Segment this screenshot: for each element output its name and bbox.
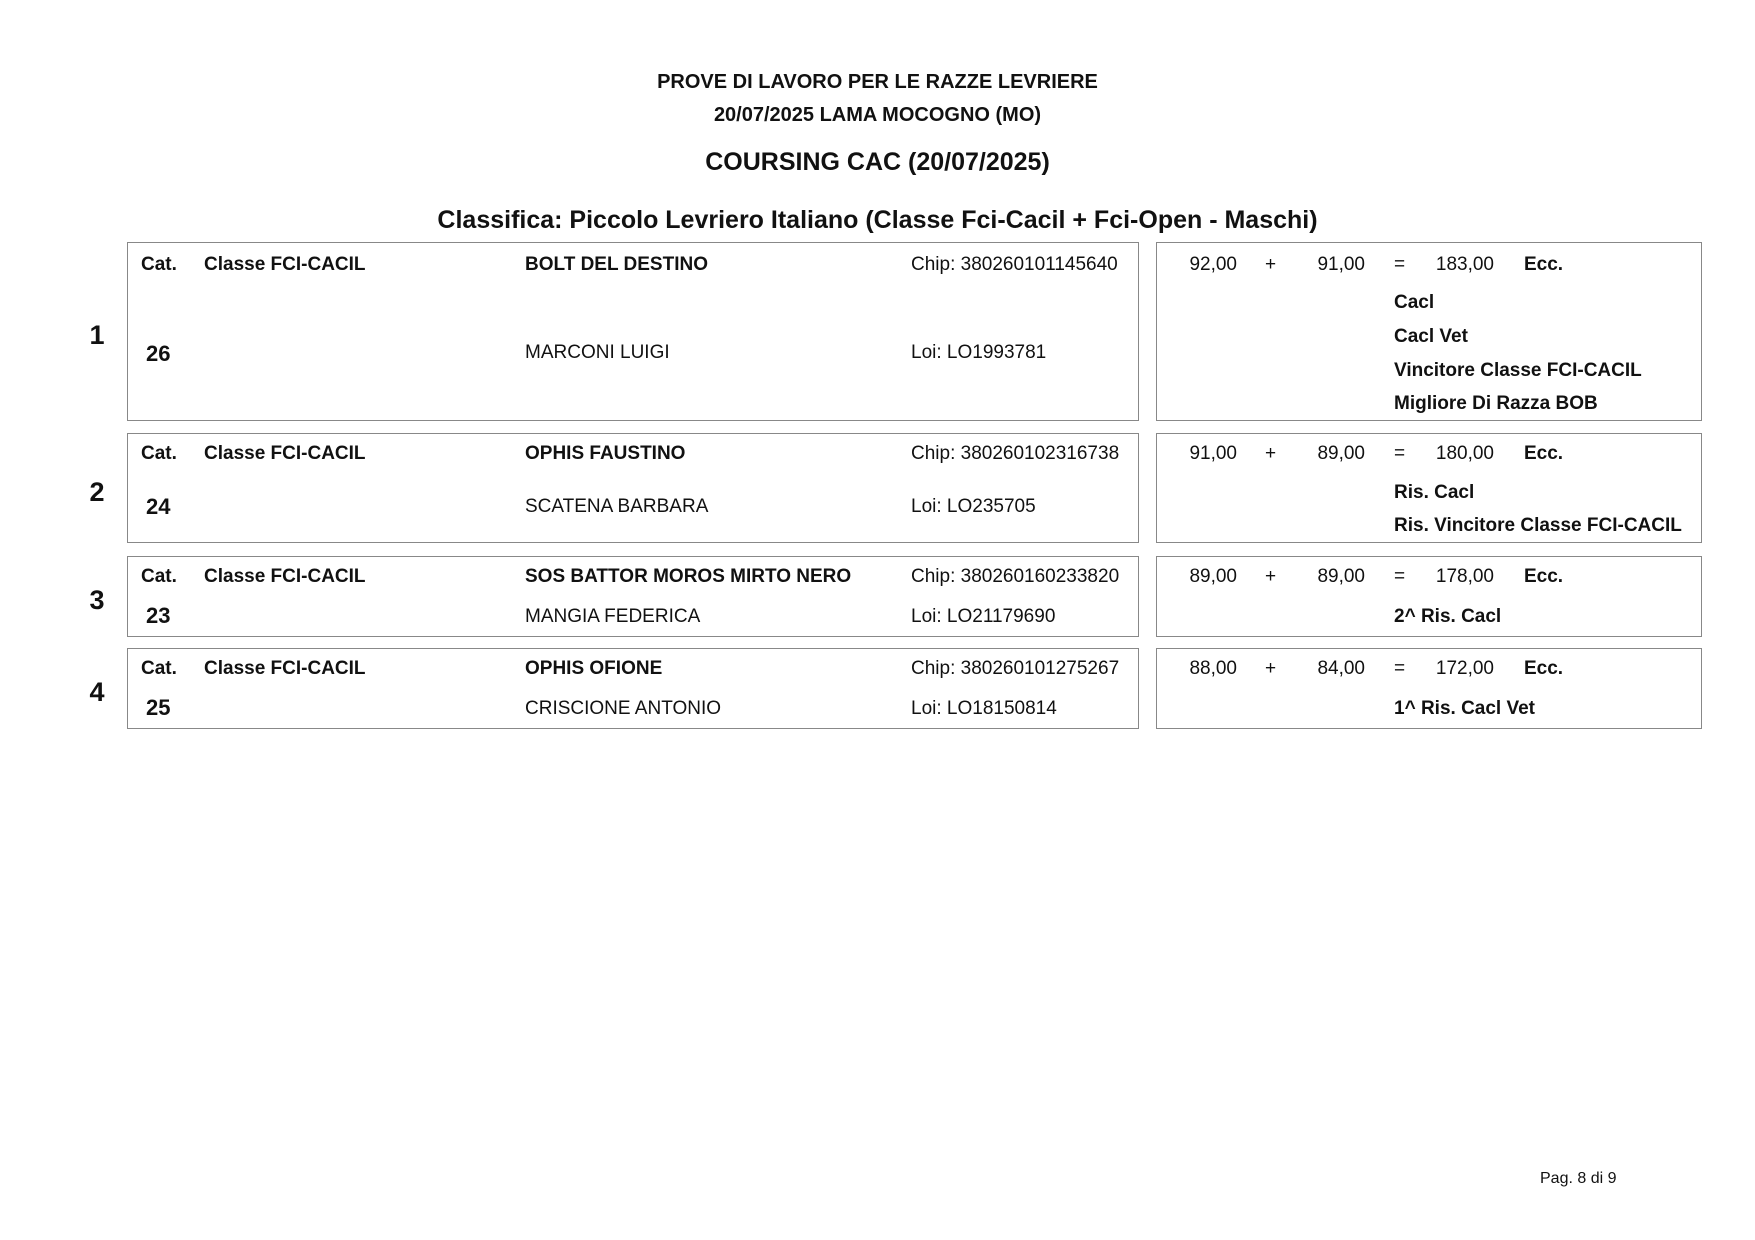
event-date-location: 20/07/2025 LAMA MOCOGNO (MO): [713, 104, 1042, 126]
catalog-number: 26: [146, 341, 171, 366]
owner-name: MARCONI LUIGI: [525, 342, 670, 363]
cat-label: Cat.: [141, 566, 177, 587]
award: 2^ Ris. Cacl: [1394, 606, 1502, 627]
owner-name: MANGIA FEDERICA: [525, 606, 701, 627]
chip-number: Chip: 380260101275267: [911, 658, 1120, 679]
award: 1^ Ris. Cacl Vet: [1394, 698, 1535, 719]
rank-number: 2: [89, 477, 105, 507]
rank-number: 1: [89, 320, 105, 350]
cat-label: Cat.: [141, 658, 177, 679]
loi-number: Loi: LO235705: [911, 496, 1036, 517]
grade: Ecc.: [1524, 254, 1564, 275]
grade: Ecc.: [1524, 658, 1564, 679]
loi-number: Loi: LO1993781: [911, 342, 1047, 363]
entry-score-box: [1156, 242, 1702, 421]
owner-name: SCATENA BARBARA: [525, 496, 709, 517]
catalog-number: 25: [146, 695, 171, 720]
entry-details-box: [127, 433, 1139, 543]
catalog-number: 23: [146, 603, 171, 628]
award: Vincitore Classe FCI-CACIL: [1394, 360, 1642, 381]
equals-sign: =: [1394, 443, 1406, 464]
total-score: 178,00: [1435, 566, 1494, 587]
cat-label: Cat.: [141, 443, 177, 464]
dog-name: OPHIS FAUSTINO: [525, 443, 686, 464]
plus-sign: +: [1265, 658, 1277, 679]
dog-name: OPHIS OFIONE: [525, 658, 663, 679]
score-1: 92,00: [1189, 254, 1237, 275]
entry-score-box: [1156, 556, 1702, 637]
classifica-heading: Classifica: Piccolo Levriero Italiano (Classe Fci-Cacil + Fci-Open - Maschi): [437, 206, 1318, 234]
grade: Ecc.: [1524, 443, 1564, 464]
chip-number: Chip: 380260101145640: [911, 254, 1118, 275]
score-2: 89,00: [1317, 443, 1365, 464]
class-label: Classe FCI-CACIL: [204, 566, 366, 587]
award: Migliore Di Razza BOB: [1394, 393, 1598, 414]
score-2: 84,00: [1317, 658, 1365, 679]
page-number: Pag. 8 di 9: [1540, 1170, 1617, 1187]
dog-name: BOLT DEL DESTINO: [525, 254, 708, 275]
catalog-number: 24: [146, 494, 171, 519]
equals-sign: =: [1394, 658, 1406, 679]
award: Cacl Vet: [1394, 326, 1468, 347]
entry-score-box: [1156, 648, 1702, 729]
class-label: Classe FCI-CACIL: [204, 658, 366, 679]
score-2: 89,00: [1317, 566, 1365, 587]
score-1: 88,00: [1189, 658, 1237, 679]
chip-number: Chip: 380260160233820: [911, 566, 1120, 587]
plus-sign: +: [1265, 254, 1277, 275]
equals-sign: =: [1394, 254, 1406, 275]
award: Ris. Vincitore Classe FCI-CACIL: [1394, 515, 1682, 536]
grade: Ecc.: [1524, 566, 1564, 587]
entry-score-box: [1156, 433, 1702, 543]
chip-number: Chip: 380260102316738: [911, 443, 1120, 464]
rank-number: 3: [89, 585, 105, 615]
entry-details-box: [127, 242, 1139, 421]
entry-details-box: [127, 556, 1139, 637]
award: Cacl: [1394, 292, 1435, 313]
score-1: 89,00: [1189, 566, 1237, 587]
score-1: 91,00: [1189, 443, 1237, 464]
entry-details-box: [127, 648, 1139, 729]
score-2: 91,00: [1317, 254, 1365, 275]
total-score: 183,00: [1435, 254, 1494, 275]
rank-number: 4: [89, 677, 105, 707]
total-score: 172,00: [1435, 658, 1494, 679]
award: Ris. Cacl: [1394, 482, 1475, 503]
plus-sign: +: [1265, 566, 1277, 587]
loi-number: Loi: LO21179690: [911, 606, 1056, 627]
event-name: COURSING CAC (20/07/2025): [705, 148, 1050, 176]
equals-sign: =: [1394, 566, 1406, 587]
loi-number: Loi: LO18150814: [911, 698, 1057, 719]
plus-sign: +: [1265, 443, 1277, 464]
class-label: Classe FCI-CACIL: [204, 443, 366, 464]
total-score: 180,00: [1435, 443, 1494, 464]
class-label: Classe FCI-CACIL: [204, 254, 366, 275]
document-title: PROVE DI LAVORO PER LE RAZZE LEVRIERE: [657, 71, 1098, 93]
owner-name: CRISCIONE ANTONIO: [525, 698, 722, 719]
dog-name: SOS BATTOR MOROS MIRTO NERO: [525, 566, 852, 587]
cat-label: Cat.: [141, 254, 177, 275]
